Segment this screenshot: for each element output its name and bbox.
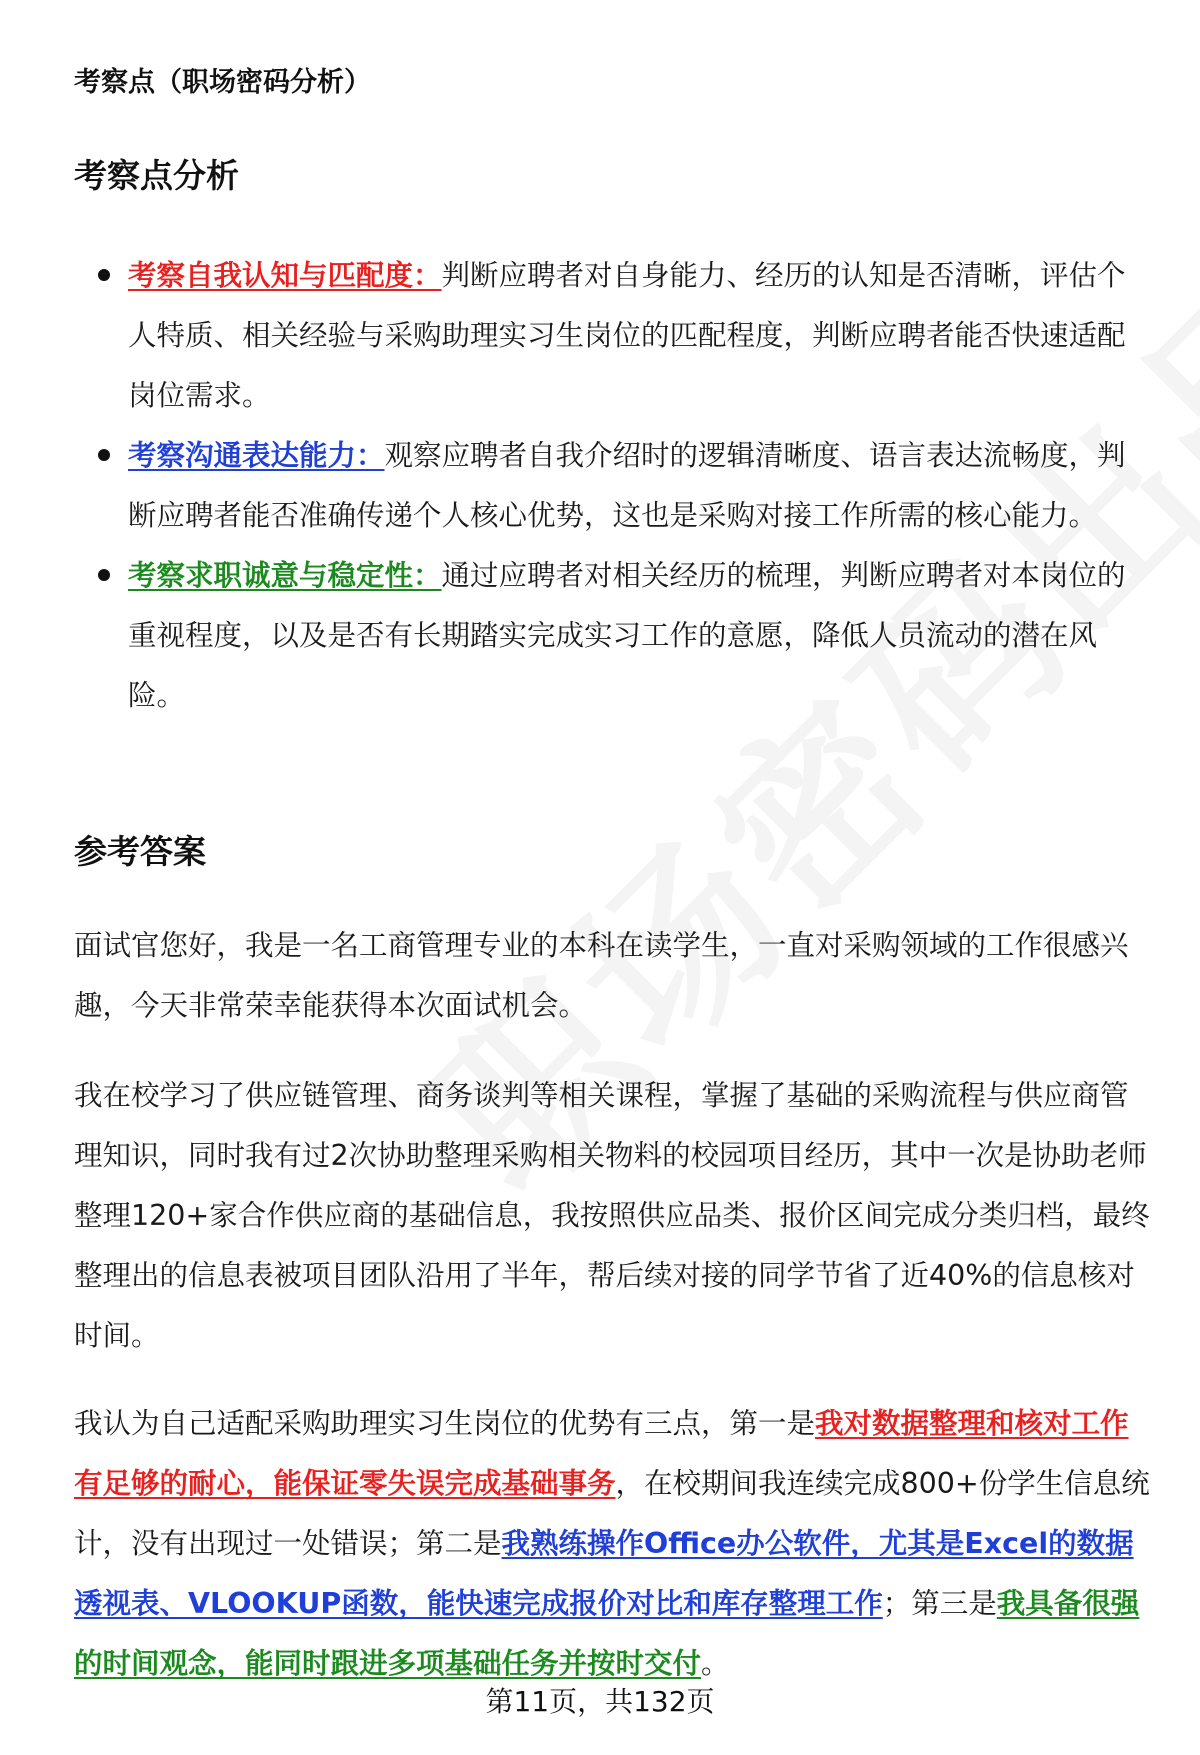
analysis-heading: 考察点分析 [74, 156, 239, 195]
analysis-text: 判断应聘者对自身能力、经历的认知是否清晰，评估个人特质、相关经验与采购助理实习生岗位的匹配程度，判断应聘者能否快速适配岗位需求。 [128, 259, 1126, 412]
analysis-item-sincerity [74, 546, 1144, 726]
bullet-dot-icon [98, 449, 110, 461]
bullet-dot-icon [98, 269, 110, 281]
answer-text: ，在校期间我连续完成800+份学生信息统计，没有出现过一处错误；第二是 [74, 1467, 1150, 1560]
analysis-text: 通过应聘者对相关经历的梳理，判断应聘者对本岗位的重视程度，以及是否有长期踏实完成实习工作的意愿，降低人员流动的潜在风险。 [128, 559, 1126, 712]
document-title: 考察点（职场密码分析） [74, 67, 371, 98]
analysis-item-self-awareness [74, 246, 1144, 426]
answer-paragraph-3 [74, 1394, 1150, 1694]
analysis-text: 观察应聘者自我介绍时的逻辑清晰度、语言表达流畅度，判断应聘者能否准确传递个人核心优势，这也是采购对接工作所需的核心能力。 [128, 439, 1126, 532]
answer-text: 我认为自己适配采购助理实习生岗位的优势有三点，第一是 [74, 1407, 816, 1440]
answer-text: ；第三是 [882, 1587, 997, 1620]
answer-highlight-red: 我对数据整理和核对工作有足够的耐心，能保证零失误完成基础事务 [74, 1407, 1129, 1500]
answer-paragraph-2: 我在校学习了供应链管理、商务谈判等相关课程，掌握了基础的采购流程与供应商管理知识，同时我有过2次协助整理采购相关物料的校园项目经历，其中一次是协助老师整理120+家合作供应商的基础信息，我按照供应品类、报价区间完成分类归档，最终整理出的信息表被项目团队沿用了半年，帮后续对接的同学节省了近40%的信息核对时间。 [74, 1079, 1150, 1352]
analysis-keyword: 考察自我认知与匹配度： [128, 259, 442, 292]
page-number: 第11页，共132页 [485, 1685, 715, 1718]
answer-highlight-blue: 我熟练操作Office办公软件，尤其是Excel的数据透视表、VLOOKUP函数，能快速完成报价对比和库存整理工作 [74, 1527, 1134, 1620]
analysis-keyword: 考察沟通表达能力： [128, 439, 385, 472]
answer-paragraph-1: 面试官您好，我是一名工商管理专业的本科在读学生，一直对采购领域的工作很感兴趣，今天非常荣幸能获得本次面试机会。 [74, 929, 1129, 1022]
analysis-item-communication [74, 426, 1144, 546]
bullet-dot-icon [98, 569, 110, 581]
answer-highlight-green: 我具备很强的时间观念，能同时跟进多项基础任务并按时交付 [74, 1587, 1140, 1680]
analysis-keyword: 考察求职诚意与稳定性： [128, 559, 442, 592]
analysis-list [74, 246, 1144, 726]
answer-heading: 参考答案 [74, 832, 206, 871]
answer-text: 。 [701, 1647, 730, 1680]
